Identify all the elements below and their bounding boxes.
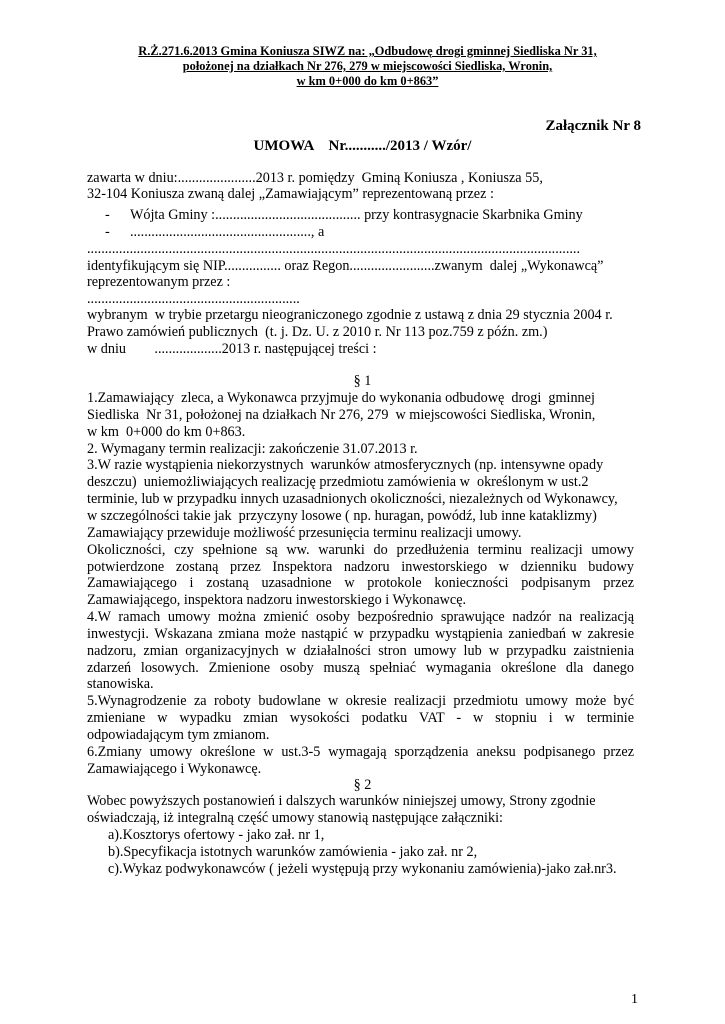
contractor-line: identyfikującym się NIP................ oraz Regon........................zwanym dalej „Wykonawcą” — [87, 258, 604, 274]
intro-line: 32-104 Koniusza zwaną dalej „Zamawiającym” reprezentowaną przez : — [87, 186, 494, 202]
section-1-line: Okoliczności, czy spełnione są ww. warunki do przedłużenia terminu realizacji umowy — [87, 541, 634, 558]
section-1-line: 5.Wynagrodzenie za roboty budowlane w okresie realizacji przedmiotu umowy może być — [87, 693, 634, 710]
rep-dash: - — [105, 207, 110, 223]
contractor-line: ........................................................................................................................................... — [87, 241, 581, 257]
section-1-line: 1.Zamawiający zleca, a Wykonawca przyjmuje do wykonania odbudowę drogi gminnej — [87, 390, 595, 406]
section-1-line: Siedliska Nr 31, położonej na działkach Nr 276, 279 w miejscowości Siedliska, Wronin, — [87, 406, 596, 423]
section-1-line: w szczególności takie jak przyczyny losowe ( np. huragan, powódź, lub inne kataklizmy) — [87, 507, 597, 524]
section-1-line: 6.Zmiany umowy określone w ust.3-5 wymagają sporządzenia aneksu podpisanego przez — [87, 743, 634, 760]
section-2-line: oświadczają, iż integralną część umowy stanowią następujące załączniki: — [87, 810, 503, 826]
page-number: 1 — [631, 992, 638, 1007]
section-1-line: terminie, lub w przypadku innych uzasadnionych okoliczności, niezależnych od Wykonawcy, — [87, 491, 618, 508]
section-1-line: Zamawiającego i Wykonawcę. — [87, 760, 262, 777]
section-1-line: w km 0+000 do km 0+863. — [87, 423, 246, 440]
contractor-line: Prawo zamówień publicznych (t. j. Dz. U. z 2010 r. Nr 113 poz.759 z późn. zm.) — [87, 324, 548, 340]
section-1-line: potwierdzone zostaną przez Inspektora nadzoru inwestorskiego w dzienniku budowy — [87, 558, 634, 575]
rep-line-wojt: Wójta Gminy :......................................... przy kontrasygnacie Skarbnika Gminy — [130, 207, 583, 223]
section-1-line: Zamawiającego, inspektora nadzoru inwestorskiego i Wykonawcę. — [87, 592, 467, 609]
section-1-line: Zamawiający przewiduje możliwość przesunięcia terminu realizacji umowy. — [87, 524, 522, 541]
section-1-line: stanowiska. — [87, 676, 154, 693]
section-1-line: zdarzeń losowych. Zmienione osoby muszą spełniać wymagania określone dla danego — [87, 659, 634, 676]
section-2-line: Wobec powyższych postanowień i dalszych warunków niniejszej umowy, Strony zgodnie — [87, 793, 596, 809]
document-header-line-1: R.Ż.271.6.2013 Gmina Koniusza SIWZ na: „Odbudowę drogi gminnej Siedliska Nr 31, — [138, 44, 597, 58]
section-2-heading: § 2 — [353, 777, 372, 793]
contractor-line: w dniu ...................2013 r. następującej treści : — [87, 341, 377, 357]
rep-dash: - — [105, 224, 110, 240]
contractor-line: ............................................................ — [87, 291, 300, 307]
contract-title: UMOWA Nr.........../2013 / Wzór/ — [253, 138, 472, 154]
section-1-line: odpowiadającym tym zmianom. — [87, 727, 270, 743]
section-1-line: 2. Wymagany termin realizacji: zakończenie 31.07.2013 r. — [87, 440, 418, 457]
section-1-heading: § 1 — [353, 373, 372, 389]
contractor-line: wybranym w trybie przetargu nieograniczonego zgodnie z ustawą z dnia 29 stycznia 2004 r. — [87, 307, 613, 323]
attachment-item: b).Specyfikacja istotnych warunków zamówienia - jako zał. nr 2, — [108, 844, 478, 860]
rep-line-blank: ..................................................., a — [130, 224, 325, 240]
section-1-line: zmieniane w wypadku zmian wysokości podatku VAT - w stopniu i w terminie — [87, 710, 634, 727]
attachment-item: a).Kosztorys ofertowy - jako zał. nr 1, — [108, 827, 325, 843]
document-header-line-3: w km 0+000 do km 0+863” — [296, 74, 439, 88]
section-1-line: 4.W ramach umowy można zmienić osoby bezpośrednio sprawujące nadzór na realizacją — [87, 609, 634, 626]
section-1-line: inwestycji. Wskazana zmiana może nastąpić w przypadku wystąpienia zaniedbań w zakresie — [87, 625, 634, 642]
contractor-line: reprezentowanym przez : — [87, 274, 231, 290]
section-1-line: 3.W razie wystąpienia niekorzystnych warunków atmosferycznych (np. intensywne opady — [87, 457, 604, 474]
section-1-line: Zamawiającego i zostaną uzasadnione w protokole konieczności podpisanym przez — [87, 575, 634, 592]
attachment-item: c).Wykaz podwykonawców ( jeżeli występują przy wykonaniu zamówienia)-jako zał.nr3. — [108, 861, 617, 877]
section-1-line: nadzoru, zmian organizacyjnych w działalności stron umowy lub w przypadku zaistnienia — [87, 642, 634, 659]
intro-line: zawarta w dniu:......................2013 r. pomiędzy Gminą Koniusza , Koniusza 55, — [87, 170, 543, 186]
section-1-line: deszczu) uniemożliwiających realizację przedmiotu zamówienia w określonym w ust.2 — [87, 474, 589, 491]
document-header-line-2: położonej na działkach Nr 276, 279 w miejscowości Siedliska, Wronin, — [182, 59, 553, 73]
annex-label: Załącznik Nr 8 — [545, 118, 641, 134]
